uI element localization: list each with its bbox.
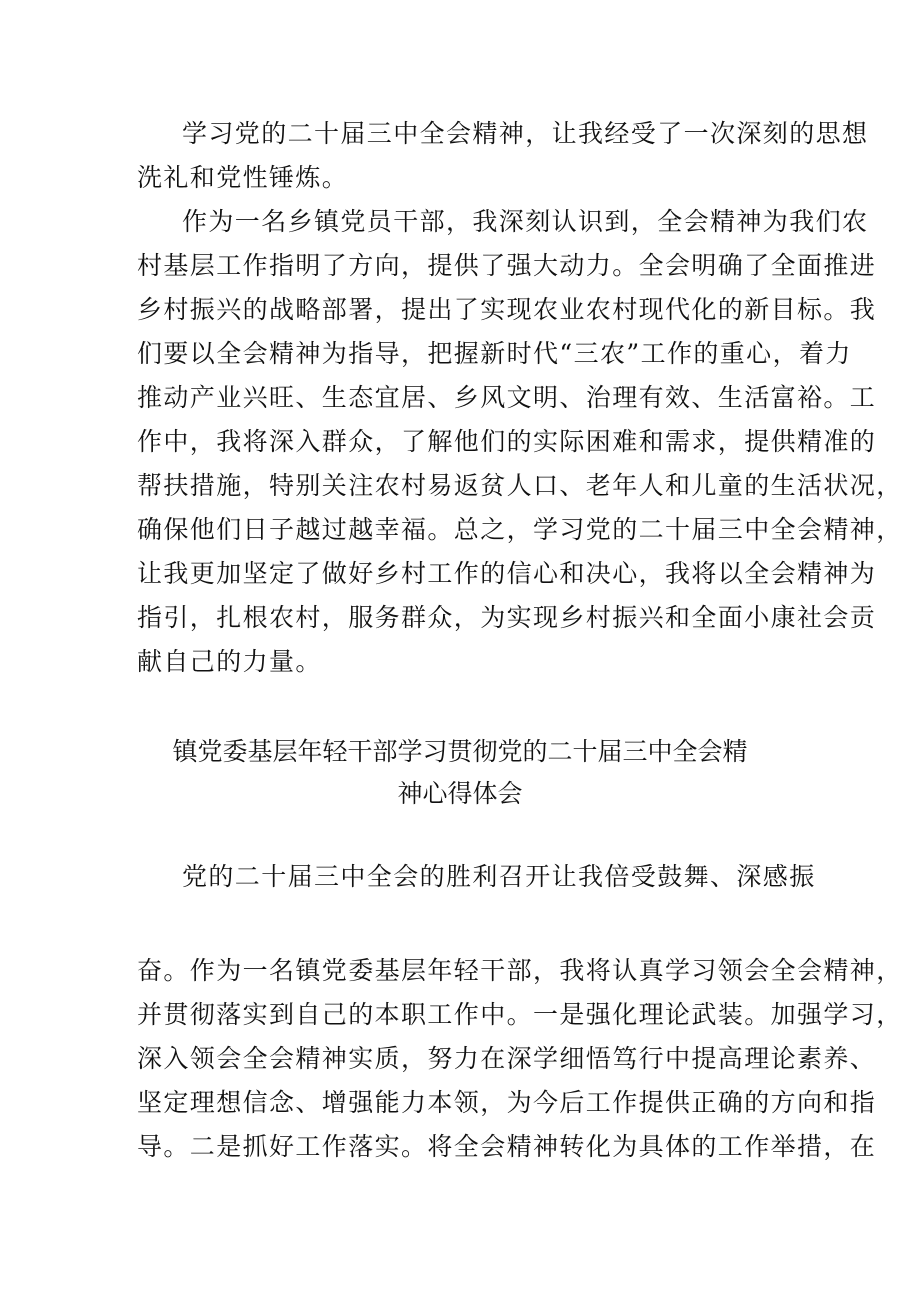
text-line: 确保他们日子越过越幸福。总之，学习党的二十届三中全会精神， [137,515,903,544]
text-line: 作为一名乡镇党员干部，我深刻认识到，全会精神为我们农 [182,207,869,236]
section-title-line: 镇党委基层年轻干部学习贯彻党的二十届三中全会精 [172,737,748,766]
text-line: 洗礼和党性锤炼。 [137,163,349,192]
text-line: 并贯彻落实到自己的本职工作中。一是强化理论武装。加强学习， [137,1000,903,1029]
text-line: 让我更加坚定了做好乡村工作的信心和决心，我将以全会精神为 [137,559,877,588]
text-line: 们要以全会精神为指导，把握新时代“三农”工作的重心，着力 [137,339,852,368]
text-line: 献自己的力量。 [137,647,322,676]
text-line: 指引，扎根农村，服务群众，为实现乡村振兴和全面小康社会贡 [137,603,877,632]
text-line: 作中，我将深入群众，了解他们的实际困难和需求，提供精准的 [137,427,877,456]
section-title-line: 神心得体会 [397,779,523,808]
text-line: 党的二十届三中全会的胜利召开让我倍受鼓舞、深感振 [182,862,816,891]
text-line: 坚定理想信念、增强能力本领，为今后工作提供正确的方向和指 [137,1088,877,1117]
text-line: 学习党的二十届三中全会精神，让我经受了一次深刻的思想 [182,119,869,148]
text-line: 导。二是抓好工作落实。将全会精神转化为具体的工作举措，在 [137,1132,877,1161]
text-line: 推动产业兴旺、生态宜居、乡风文明、治理有效、生活富裕。工 [137,383,877,412]
text-line: 村基层工作指明了方向，提供了强大动力。全会明确了全面推进 [137,251,877,280]
text-line: 深入领会全会精神实质，努力在深学细悟笃行中提高理论素养、 [137,1044,877,1073]
text-line: 奋。作为一名镇党委基层年轻干部，我将认真学习领会全会精神， [137,956,903,985]
text-line: 帮扶措施，特别关注农村易返贫人口、老年人和儿童的生活状况， [137,471,903,500]
text-line: 乡村振兴的战略部署，提出了实现农业农村现代化的新目标。我 [137,295,877,324]
